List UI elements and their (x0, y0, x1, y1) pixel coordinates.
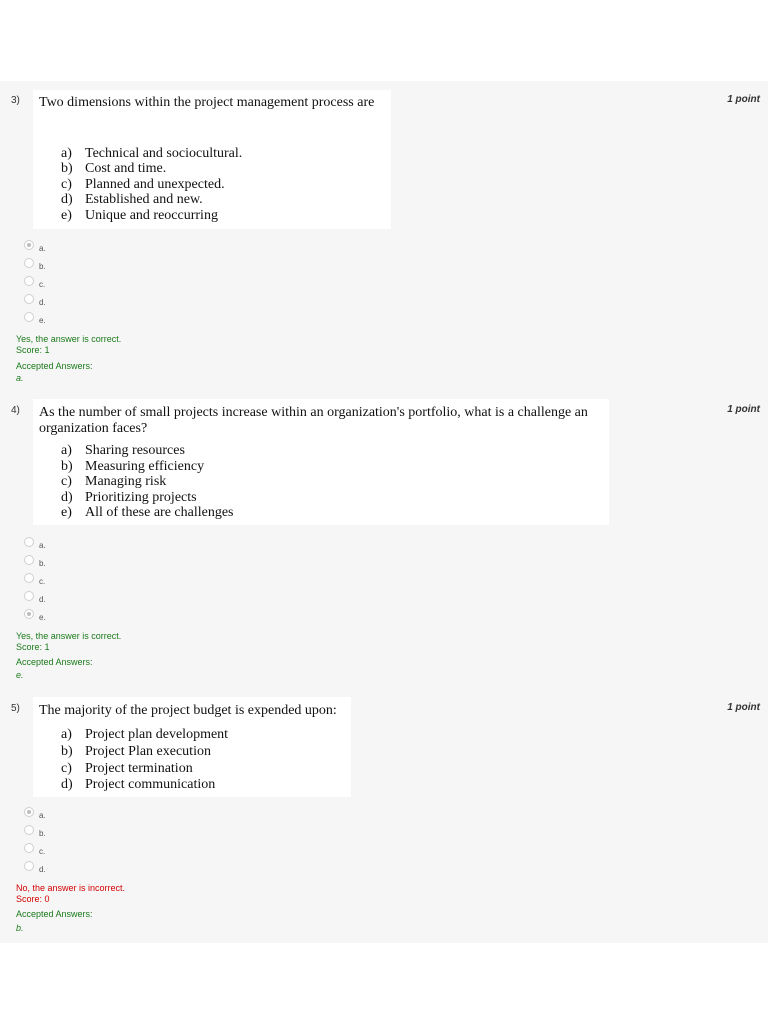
feedback-text: No, the answer is incorrect. (16, 883, 126, 893)
radio-button[interactable] (24, 537, 34, 547)
question-image (33, 697, 351, 797)
option-line: c) Managing risk (61, 474, 167, 489)
option-line: b) Cost and time. (61, 161, 167, 176)
score-text: Score: 1 (16, 345, 50, 355)
score-text: Score: 0 (16, 894, 50, 904)
option-line: e) Unique and reoccurring (61, 208, 218, 223)
question-image (33, 90, 391, 229)
question-text-line-1: As the number of small projects increase within an organization's portfolio, what is a challenge an (39, 405, 588, 420)
assessment-panel: 3) 1 point Two dimensions within the project management process are a) Technical and sociocultural. b) Cost and time. c) Planned and unexpected. d) Established and new. e) Unique and reoccurring a. b. c. d. e. Yes, the answer is correct. Score: 1 Accepted Answers: a. 4) 1 point As the number of small projects increase within an organization's portfolio, what is a challenge an organization faces? a) Sharing resources b) Measuring efficiency c) Managing risk d) Prioritizing projects e) All of these are challenges a. b. c. d. e. Yes, the answer is correct. Score: 1 Accepted Answers: e. 5) 1 point The majority of the project budget is expended upon: a) Project plan development b) Project Plan execution c) Project termination d) Project communication a. b. c. d. No, the answer is incorrect. Score: 0 Accepted Answers: b. (0, 81, 768, 943)
radio-button[interactable] (24, 807, 34, 817)
question-number: 4) (11, 405, 20, 416)
option-line: b) Project Plan execution (61, 744, 211, 759)
question-text-line-2: organization faces? (39, 421, 148, 436)
question-points: 1 point (727, 94, 760, 105)
radio-button[interactable] (24, 843, 34, 853)
accepted-answer-value: a. (16, 373, 24, 383)
option-line: e) All of these are challenges (61, 505, 234, 520)
radio-button[interactable] (24, 258, 34, 268)
option-line: c) Planned and unexpected. (61, 177, 225, 192)
radio-button[interactable] (24, 861, 34, 871)
accepted-answer-value: e. (16, 670, 24, 680)
score-text: Score: 1 (16, 642, 50, 652)
radio-button[interactable] (24, 573, 34, 583)
radio-button[interactable] (24, 825, 34, 835)
option-line: d) Project communication (61, 777, 216, 792)
option-line: d) Established and new. (61, 192, 203, 207)
question-number: 3) (11, 95, 20, 106)
radio-button[interactable] (24, 312, 34, 322)
radio-button[interactable] (24, 240, 34, 250)
option-line: b) Measuring efficiency (61, 459, 205, 474)
option-line: a) Project plan development (61, 727, 229, 742)
radio-button[interactable] (24, 591, 34, 601)
question-text: Two dimensions within the project management process are (39, 95, 375, 110)
question-points: 1 point (727, 404, 760, 415)
radio-button[interactable] (24, 609, 34, 619)
option-line: a) Sharing resources (61, 443, 185, 458)
question-text: The majority of the project budget is expended upon: (39, 703, 337, 718)
accepted-answers-label: Accepted Answers: (16, 909, 93, 919)
question-points: 1 point (727, 702, 760, 713)
feedback-text: Yes, the answer is correct. (16, 631, 122, 641)
option-line: c) Project termination (61, 761, 193, 776)
question-image (33, 399, 609, 525)
radio-button[interactable] (24, 555, 34, 565)
accepted-answers-label: Accepted Answers: (16, 361, 93, 371)
accepted-answer-value: b. (16, 923, 24, 933)
accepted-answers-label: Accepted Answers: (16, 657, 93, 667)
option-line: a) Technical and sociocultural. (61, 146, 243, 161)
radio-button[interactable] (24, 294, 34, 304)
radio-button[interactable] (24, 276, 34, 286)
question-number: 5) (11, 703, 20, 714)
feedback-text: Yes, the answer is correct. (16, 334, 122, 344)
option-line: d) Prioritizing projects (61, 490, 197, 505)
